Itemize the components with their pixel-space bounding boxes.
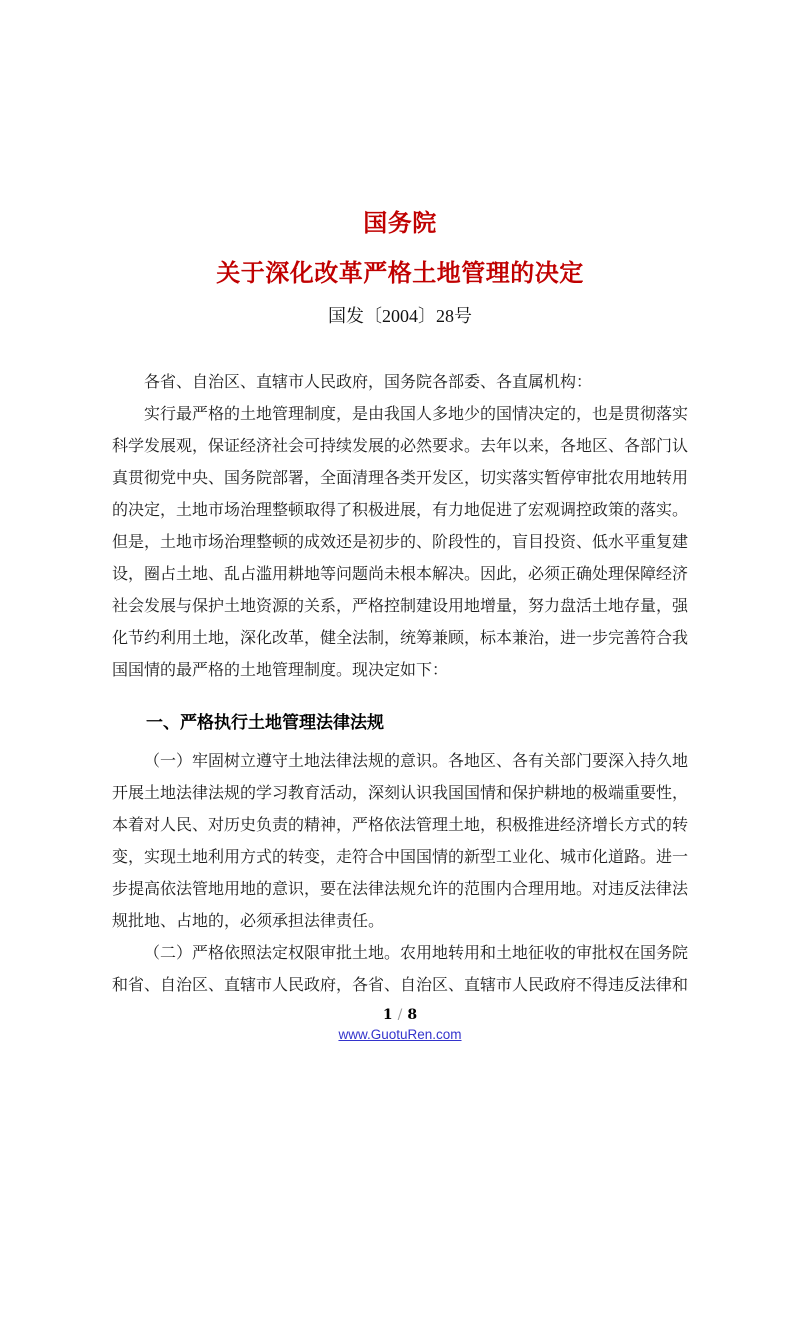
document-body xyxy=(112,367,688,687)
page-number-total: 8 xyxy=(407,1007,418,1023)
page-number-current: 1 xyxy=(382,1007,393,1023)
document-title-main: 关于深化改革严格土地管理的决定 xyxy=(216,260,584,287)
document-number: 国发〔2004〕28号 xyxy=(328,306,472,326)
page-number-separator: / xyxy=(397,1007,403,1023)
document-title-org: 国务院 xyxy=(363,210,437,237)
intro-paragraph: 实行最严格的土地管理制度，是由我国人多地少的国情决定的，也是贯彻落实科学发展观，保证经济社会可持续发展的必然要求。去年以来，各地区、各部门认真贯彻党中央、国务院部署，全面清理各类开发区，切实落实暂停审批农用地转用的决定，土地市场治理整顿取得了积极进展，有力地促进了宏观调控政策的落实。但是，土地市场治理整顿的成效还是初步的、阶段性的，盲目投资、低水平重复建设，圈占土地、乱占滥用耕地等问题尚未根本解决。因此，必须正确处理保障经济社会发展与保护土地资源的关系，严格控制建设用地增量，努力盘活土地存量，强化节约利用土地，深化改革，健全法制，统筹兼顾，标本兼治，进一步完善符合我国国情的最严格的土地管理制度。现决定如下： xyxy=(112,406,689,679)
page-footer xyxy=(112,1006,688,1044)
document-page xyxy=(0,212,800,1344)
clause-2-paragraph: （二）严格依照法定权限审批土地。农用地转用和土地征收的审批权在国务院和省、自治区、直辖市人民政府，各省、自治区、直辖市人民政府不得违反法律和 xyxy=(112,945,689,994)
salutation-paragraph: 各省、自治区、直辖市人民政府，国务院各部委、各直属机构： xyxy=(144,374,593,391)
clause-1-paragraph: （一）牢固树立遵守土地法律法规的意识。各地区、各有关部门要深入持久地开展土地法律法规的学习教育活动，深刻认识我国国情和保护耕地的极端重要性，本着对人民、对历史负责的精神，严格依法管理土地，积极推进经济增长方式的转变，实现土地利用方式的转变，走符合中国国情的新型工业化、城市化道路。进一步提高依法管地用地的意识，要在法律法规允许的范围内合理用地。对违反法律法规批地、占地的，必须承担法律责任。 xyxy=(112,753,689,930)
website-link[interactable]: www.GuotuRen.com xyxy=(338,1027,462,1042)
page-number xyxy=(112,1006,688,1024)
section-1-body xyxy=(112,746,688,1002)
section-1-heading: 一、严格执行土地管理法律法规 xyxy=(146,713,384,732)
